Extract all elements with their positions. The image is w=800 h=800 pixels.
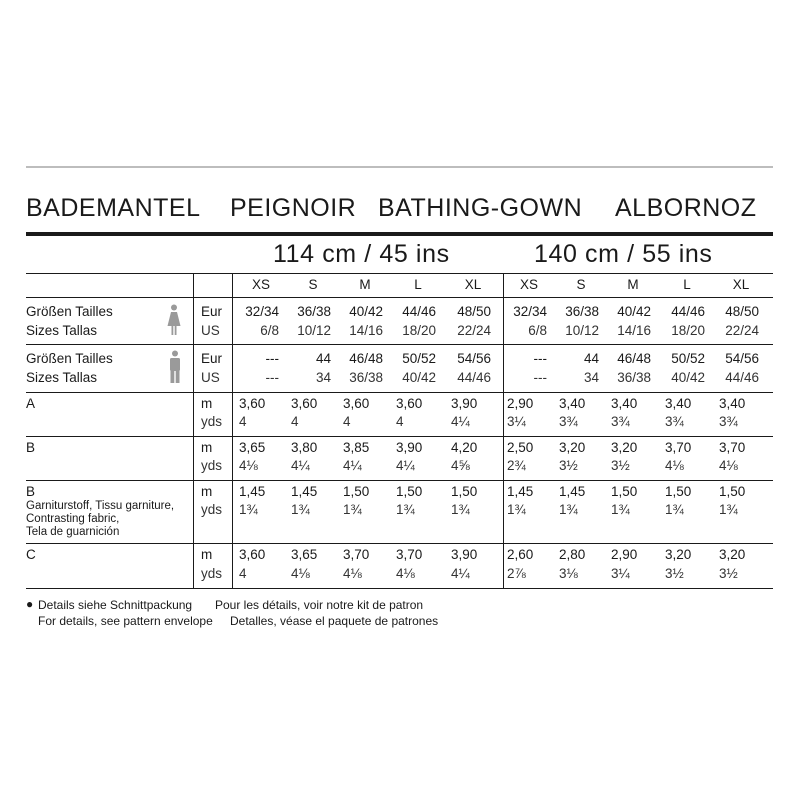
size-header-l: L [683,277,691,292]
meters-value: 1,50 [396,484,423,499]
meters-value: 1,45 [291,484,318,499]
meters-value: 1,50 [665,484,692,499]
men-eur-value: 54/56 [725,351,759,366]
women-us-value: 14/16 [349,323,383,338]
row-label-2: B [26,484,36,499]
men-label-1: Größen Tailles [26,351,113,366]
women-eur-value: 48/50 [725,304,759,319]
vline-unit-left [193,273,194,588]
size-header-xs: XS [251,277,270,292]
men-us-value: --- [533,370,547,385]
women-unit-eur: Eur [201,304,223,319]
note-fr: Pour les détails, voir notre kit de patron [215,598,424,612]
meters-value: 3,70 [719,440,746,455]
yards-value: 1¾ [451,502,470,517]
yards-value: 1¾ [396,502,415,517]
meters-value: 3,60 [396,396,423,411]
meters-value: 3,60 [343,396,370,411]
women-eur-value: 40/42 [617,304,651,319]
women-eur-value: 32/34 [513,304,547,319]
women-us-value: 14/16 [617,323,651,338]
meters-value: 3,20 [559,440,586,455]
vline-values-left [232,273,233,588]
meters-value: 3,20 [611,440,638,455]
meters-value: 3,90 [396,440,423,455]
yards-value: 4 [239,414,247,429]
women-eur-value: 32/34 [245,304,279,319]
yards-value: 1¾ [507,502,526,517]
vline-width-split [503,273,504,588]
meters-value: 3,20 [719,547,746,562]
meters-value: 3,70 [665,440,692,455]
women-us-value: 18/20 [402,323,436,338]
men-eur-value: --- [265,351,279,366]
women-us-value: 10/12 [565,323,599,338]
unit-yds: yds [201,502,223,517]
yards-value: 3¾ [611,414,630,429]
size-header-xl: XL [464,277,482,292]
yards-value: 4⅛ [343,566,362,581]
meters-value: 3,85 [343,440,370,455]
men-eur-value: 54/56 [457,351,491,366]
yards-value: 4⅛ [291,566,310,581]
meters-value: 2,50 [507,440,534,455]
unit-yds: yds [201,566,223,581]
meters-value: 3,80 [291,440,318,455]
meters-value: 3,40 [611,396,638,411]
row-sublabel-0: Garniturstoff, Tissu garniture, [26,500,175,512]
yards-value: 1¾ [291,502,310,517]
men-eur-value: 46/48 [617,351,651,366]
row-label-1: B [26,440,36,455]
rule-sizes [26,297,773,298]
meters-value: 3,65 [291,547,318,562]
men-us-value: 36/38 [617,370,651,385]
yards-value: 4⅛ [719,458,738,473]
women-us-value: 22/24 [457,323,491,338]
yards-value: 4⅛ [665,458,684,473]
yards-value: 1¾ [239,502,258,517]
men-us-value: --- [265,370,279,385]
men-unit-eur: Eur [201,351,223,366]
unit-yds: yds [201,414,223,429]
size-header-l: L [414,277,422,292]
yards-value: 4¼ [451,566,470,581]
meters-value: 3,40 [559,396,586,411]
meters-value: 3,90 [451,396,478,411]
men-eur-value: --- [533,351,547,366]
size-header-m: M [359,277,371,292]
meters-value: 1,50 [611,484,638,499]
women-us-value: 10/12 [297,323,331,338]
meters-value: 1,45 [559,484,586,499]
note-en: For details, see pattern envelope [38,614,213,628]
meters-value: 3,70 [396,547,423,562]
note-de: Details siehe Schnittpackung [38,598,193,612]
meters-value: 1,45 [239,484,266,499]
row-sublabel-1: Contrasting fabric, [26,513,120,525]
men-eur-value: 44 [583,351,599,366]
yards-value: 3½ [611,458,630,473]
women-eur-value: 44/46 [671,304,705,319]
women-us-value: 22/24 [725,323,759,338]
meters-value: 3,20 [665,547,692,562]
yards-value: 4¼ [291,458,310,473]
men-us-value: 44/46 [725,370,759,385]
yards-value: 3¾ [719,414,738,429]
unit-m: m [201,396,213,411]
title-es: ALBORNOZ [615,194,757,222]
man-figure-icon [168,350,182,384]
meters-value: 3,65 [239,440,266,455]
rule-width [26,273,773,274]
row-label-0: A [26,396,36,411]
meters-value: 2,60 [507,547,534,562]
men-us-value: 40/42 [402,370,436,385]
yards-value: 3½ [719,566,738,581]
meters-value: 2,90 [611,547,638,562]
yards-value: 4⅛ [239,458,258,473]
men-label-2: Sizes Tallas [26,370,98,385]
men-us-value: 36/38 [349,370,383,385]
yards-value: 1¾ [343,502,362,517]
women-eur-value: 36/38 [565,304,599,319]
women-us-value: 18/20 [671,323,705,338]
men-eur-value: 46/48 [349,351,383,366]
men-eur-value: 50/52 [671,351,705,366]
women-us-value: 6/8 [260,323,279,338]
women-label-1: Größen Tailles [26,304,113,319]
title-de: BADEMANTEL [26,194,201,222]
width-header-140: 140 cm / 55 ins [534,240,713,268]
title-en: BATHING-GOWN [378,194,583,222]
unit-m: m [201,484,213,499]
unit-m: m [201,547,213,562]
yards-value: 4 [239,566,247,581]
size-header-s: S [308,277,318,292]
yards-value: 4¼ [396,458,415,473]
row-sublabel-2: Tela de guarnición [26,526,120,538]
men-unit-us: US [201,370,220,385]
rule-women [26,344,773,345]
meters-value: 1,50 [719,484,746,499]
rule-c [26,588,773,589]
meters-value: 3,60 [239,396,266,411]
yards-value: 1¾ [611,502,630,517]
yards-value: 4 [396,414,404,429]
women-label-2: Sizes Tallas [26,323,98,338]
meters-value: 3,60 [239,547,266,562]
width-header-114: 114 cm / 45 ins [273,240,450,268]
women-eur-value: 40/42 [349,304,383,319]
yards-value: 3¼ [611,566,630,581]
yards-value: 3¼ [507,414,526,429]
women-eur-value: 48/50 [457,304,491,319]
yards-value: 3½ [665,566,684,581]
men-us-value: 44/46 [457,370,491,385]
rule-men [26,392,773,393]
yards-value: 4⅝ [451,458,470,473]
meters-value: 2,80 [559,547,586,562]
yards-value: 4 [343,414,351,429]
unit-m: m [201,440,213,455]
rule-a [26,436,773,437]
yards-value: 2⅞ [507,566,526,581]
size-header-xs: XS [519,277,538,292]
meters-value: 1,50 [343,484,370,499]
meters-value: 1,50 [451,484,478,499]
women-eur-value: 36/38 [297,304,331,319]
meters-value: 3,70 [343,547,370,562]
women-unit-us: US [201,323,220,338]
yards-value: 4¼ [343,458,362,473]
unit-yds: yds [201,458,223,473]
yards-value: 4 [291,414,299,429]
men-eur-value: 44 [315,351,331,366]
meters-value: 2,90 [507,396,534,411]
row-label-3: C [26,547,36,562]
meters-value: 3,40 [719,396,746,411]
meters-value: 3,90 [451,547,478,562]
meters-value: 1,45 [507,484,534,499]
yards-value: 1¾ [665,502,684,517]
yards-value: 3½ [559,458,578,473]
yards-value: 2¾ [507,458,526,473]
women-eur-value: 44/46 [402,304,436,319]
note-es: Detalles, véase el paquete de patrones [230,614,439,628]
note-bullet: ● [26,597,34,611]
meters-value: 4,20 [451,440,478,455]
meters-value: 3,60 [291,396,318,411]
title-rule [26,232,773,236]
women-us-value: 6/8 [528,323,547,338]
size-header-xl: XL [732,277,750,292]
woman-figure-icon [166,304,182,336]
yards-value: 1¾ [559,502,578,517]
yards-value: 4⅛ [396,566,415,581]
yards-value: 4¼ [451,414,470,429]
meters-value: 3,40 [665,396,692,411]
men-us-value: 34 [583,370,599,385]
rule-b [26,480,773,481]
rule-b-contrast [26,543,773,544]
yards-value: 3¾ [559,414,578,429]
men-eur-value: 50/52 [402,351,436,366]
yards-value: 3⅛ [559,566,578,581]
size-header-m: M [627,277,639,292]
yards-value: 1¾ [719,502,738,517]
men-us-value: 34 [315,370,331,385]
title-fr: PEIGNOIR [230,194,357,222]
men-us-value: 40/42 [671,370,705,385]
top-divider [26,166,773,168]
yards-value: 3¾ [665,414,684,429]
size-header-s: S [576,277,586,292]
